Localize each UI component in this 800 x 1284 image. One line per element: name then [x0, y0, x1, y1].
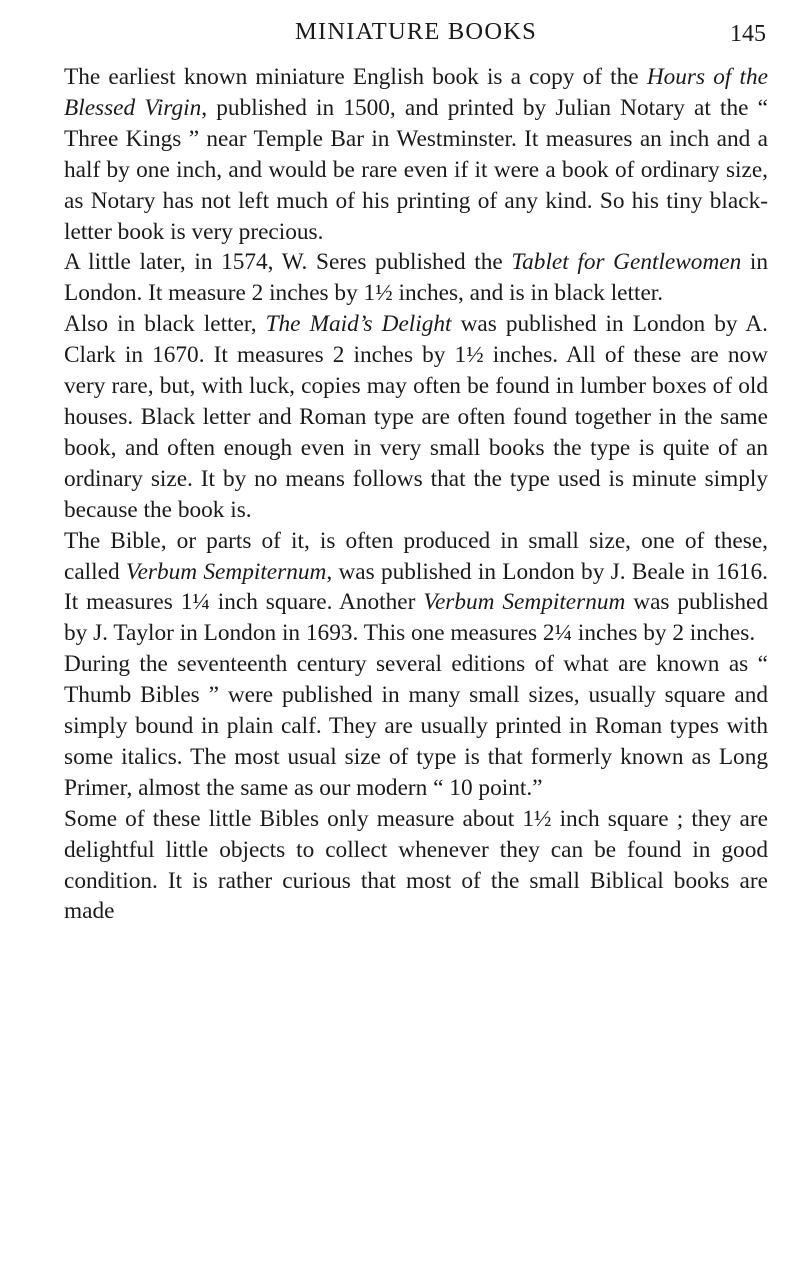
- text-segment: The Bible, or parts of it, is often produced in small size, one of these, called: [64, 527, 768, 585]
- text-segment: A little later, in 1574, W. Seres published the: [64, 249, 512, 276]
- text-segment: was published by J. Taylor in London in 1693. This one measures 2¼ inches by 2 inches.: [64, 589, 768, 647]
- text-segment: in London. It measure 2 inches by 1½ inches, and is in black letter.: [64, 249, 768, 307]
- book-title: Verbum Sempiternum: [423, 589, 626, 616]
- paragraph: [64, 804, 768, 928]
- text-segment: , was published in London by J. Beale in 1616. It measures 1¼ inch square. Another: [64, 558, 768, 616]
- text-segment: The earliest known miniature English book is a copy of the: [64, 64, 647, 90]
- body-text: [64, 62, 768, 927]
- paragraph: [64, 649, 768, 804]
- paragraph: [64, 309, 768, 525]
- running-title: MINIATURE BOOKS: [295, 18, 537, 45]
- book-page: [64, 18, 768, 927]
- text-segment: , published in 1500, and printed by Julian Notary at the “ Three Kings ” near Temple Bar in Westminster. It measures an inch and a half by one inch, and would be rare even if it were a book of ordinary size, as Notary has not left much of his printing of any kind. So his tiny black-letter book is very precious.: [64, 94, 768, 245]
- running-head: [64, 18, 768, 62]
- book-title: Hours of the Blessed Virgin: [64, 64, 768, 121]
- text-segment: Some of these little Bibles only measure about 1½ inch square ; they are delightful little objects to collect whenever they can be found in good condition. It is rather curious that most of the small Biblical books are made: [64, 805, 768, 925]
- text-segment: Also in black letter,: [64, 311, 266, 338]
- text-segment: During the seventeenth century several editions of what are known as “ Thumb Bibles ” were published in many small sizes, usually square and simply bound in plain calf. They are usually printed in Roman types with some italics. The most usual size of type is that formerly known as Long Primer, almost the same as our modern “ 10 point.”: [64, 651, 768, 801]
- paragraph: [64, 62, 768, 247]
- book-title: Verbum Sempiternum: [125, 558, 327, 585]
- paragraph: [64, 247, 768, 309]
- paragraph: [64, 526, 768, 650]
- book-title: Tablet for Gentlewomen: [511, 249, 742, 276]
- page-number: 145: [730, 21, 766, 47]
- book-title: The Maid’s Delight: [265, 311, 452, 338]
- text-segment: was published in London by A. Clark in 1670. It measures 2 inches by 1½ inches. All of these are now very rare, but, with luck, copies may often be found in lumber boxes of old houses. Black letter and Roman type are often found together in the same book, and often enough even in very small books the type is quite of an ordinary size. It by no means follows that the type used is minute simply because the book is.: [64, 311, 768, 523]
